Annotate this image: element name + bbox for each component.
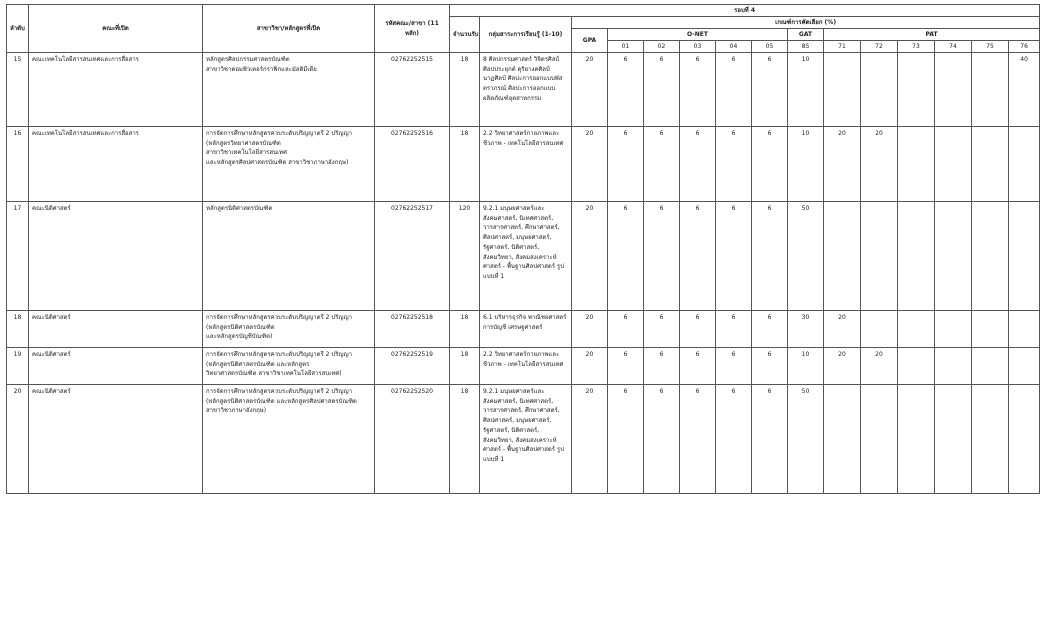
pat-cell [824, 202, 861, 311]
pat-cell [972, 53, 1009, 127]
seq-cell: 20 [7, 385, 29, 494]
faculty-cell: คณะนิติศาสตร์ [29, 202, 203, 311]
table-row [7, 385, 1040, 494]
header-onet-col: 02 [644, 41, 680, 53]
header-quota: จำนวนรับ [450, 17, 480, 53]
program-line: การจัดการศึกษาหลักสูตรควบระดับปริญญาตรี 2 ปริญญา [206, 388, 353, 395]
onet-cell: 6 [680, 385, 716, 494]
header-onet: O-NET [608, 29, 788, 41]
pat-cell [1009, 311, 1040, 348]
seq-cell: 16 [7, 127, 29, 202]
header-round: รอบที่ 4 [450, 5, 1040, 17]
pat-cell [972, 385, 1009, 494]
pat-cell [824, 385, 861, 494]
program-cell [203, 202, 375, 311]
onet-cell: 6 [608, 385, 644, 494]
onet-cell: 6 [752, 53, 788, 127]
code-cell: 02762252518 [375, 311, 450, 348]
pat-cell [898, 348, 935, 385]
onet-cell: 6 [716, 202, 752, 311]
gpa-cell: 20 [572, 311, 608, 348]
gpa-cell: 20 [572, 53, 608, 127]
seq-cell: 19 [7, 348, 29, 385]
header-seq: ลำดับ [7, 5, 29, 53]
program-cell [203, 385, 375, 494]
program-line: สาขาวิชาภาษาอังกฤษ) [206, 407, 267, 415]
seq-cell: 17 [7, 202, 29, 311]
program-line: วิทยาศาสตรบัณฑิต สาขาวิชาเทคโนโลยีสารสนเทศ) [206, 370, 342, 378]
header-pat-col: 71 [824, 41, 861, 53]
pat-cell [898, 53, 935, 127]
pat-cell [935, 127, 972, 202]
program-cell [203, 348, 375, 385]
pat-cell [935, 348, 972, 385]
program-line: (หลักสูตรนิติศาสตรบัณฑิต และหลักสูตรศิลปศาสตรบัณฑิต [206, 397, 357, 405]
onet-cell: 6 [644, 53, 680, 127]
program-line: การจัดการศึกษาหลักสูตรควบระดับปริญญาตรี 2 ปริญญา [206, 314, 353, 321]
onet-cell: 6 [716, 127, 752, 202]
faculty-cell: คณะเทคโนโลยีสารสนเทศและการสื่อสาร [29, 127, 203, 202]
onet-cell: 6 [608, 311, 644, 348]
program-line: สาขาวิชาเทคโนโลยีสารสนเทศ [206, 149, 287, 157]
admission-criteria-table [6, 4, 1040, 494]
code-cell: 02762252515 [375, 53, 450, 127]
program-line: การจัดการศึกษาหลักสูตรควบระดับปริญญาตรี 2 ปริญญา [206, 351, 353, 358]
gpa-cell: 20 [572, 385, 608, 494]
table-row [7, 202, 1040, 311]
header-onet-col: 05 [752, 41, 788, 53]
header-gat: GAT [788, 29, 824, 41]
program-line: (หลักสูตรวิทยาศาสตรบัณฑิต [206, 139, 281, 147]
table-header [7, 5, 1040, 53]
program-line: สาขาวิชาคอมพิวเตอร์กราฟิกและมัลติมีเดีย [206, 65, 317, 73]
pat-cell: 20 [824, 311, 861, 348]
gat-cell: 50 [788, 385, 824, 494]
pat-cell [935, 53, 972, 127]
pat-cell: 40 [1009, 53, 1040, 127]
pat-cell: 20 [861, 348, 898, 385]
onet-cell: 6 [716, 348, 752, 385]
faculty-cell: คณะนิติศาสตร์ [29, 311, 203, 348]
pat-cell: 20 [861, 127, 898, 202]
header-pat-col: 74 [935, 41, 972, 53]
group-cell: 2.2 วิทยาศาสตร์กายภาพและชีวภาพ - เทคโนโลยีสารสนเทศ [480, 127, 572, 202]
pat-cell [898, 202, 935, 311]
onet-cell: 6 [752, 202, 788, 311]
header-gpa: GPA [572, 29, 608, 53]
table-row [7, 348, 1040, 385]
pat-cell: 20 [824, 127, 861, 202]
program-line: หลักสูตรศิลปกรรมศาสตรบัณฑิต [206, 56, 290, 63]
group-cell: 2.2 วิทยาศาสตร์กายภาพและชีวภาพ - เทคโนโลยีสารสนเทศ [480, 348, 572, 385]
code-cell: 02762252520 [375, 385, 450, 494]
program-line: การจัดการศึกษาหลักสูตรควบระดับปริญญาตรี 2 ปริญญา [206, 130, 353, 137]
pat-cell [972, 348, 1009, 385]
pat-cell [1009, 385, 1040, 494]
onet-cell: 6 [644, 348, 680, 385]
table-row [7, 53, 1040, 127]
code-cell: 02762252519 [375, 348, 450, 385]
group-cell: 9.2.1 มนุษยศาสตร์และสังคมศาสตร์, นิเทศศาสตร์, วารสารศาสตร์, ศึกษาศาสตร์, ศิลปศาสตร์, มนุษยศาสตร์, รัฐศาสตร์, นิติศาสตร์, สังคมวิทยา, สังคมสงเคราะห์ศาสตร์ - พื้นฐานศิลปศาสตร์ รูปแบบที่ 1 [480, 202, 572, 311]
pat-cell [898, 385, 935, 494]
header-pat-col: 76 [1009, 41, 1040, 53]
pat-cell [861, 202, 898, 311]
onet-cell: 6 [680, 53, 716, 127]
onet-cell: 6 [644, 311, 680, 348]
pat-cell [935, 385, 972, 494]
group-cell: 8 ศิลปกรรมศาสตร์ วิจิตรศิลป์ ศิลปประยุกต์ ดุริยางคศิลป์ นาฏศิลป์ ศิลปะการออกแบบพัสตราภรณ์ ศิลปะการออกแบบผลิตภัณฑ์อุตสาหกรรม [480, 53, 572, 127]
onet-cell: 6 [680, 348, 716, 385]
faculty-cell: คณะนิติศาสตร์ [29, 348, 203, 385]
admission-table-page [6, 4, 1039, 494]
onet-cell: 6 [716, 53, 752, 127]
onet-cell: 6 [680, 311, 716, 348]
gat-cell: 10 [788, 348, 824, 385]
seq-cell: 15 [7, 53, 29, 127]
pat-cell [1009, 202, 1040, 311]
quota-cell: 18 [450, 348, 480, 385]
gpa-cell: 20 [572, 202, 608, 311]
header-gat-col: 85 [788, 41, 824, 53]
gat-cell: 30 [788, 311, 824, 348]
onet-cell: 6 [608, 202, 644, 311]
onet-cell: 6 [608, 127, 644, 202]
quota-cell: 120 [450, 202, 480, 311]
program-line: และหลักสูตรบัญชีบัณฑิต) [206, 333, 273, 341]
program-line: (หลักสูตรนิติศาสตรบัณฑิต และหลักสูตร [206, 360, 310, 368]
pat-cell [935, 202, 972, 311]
program-cell [203, 53, 375, 127]
pat-cell [824, 53, 861, 127]
pat-cell [972, 127, 1009, 202]
header-pat-col: 73 [898, 41, 935, 53]
onet-cell: 6 [752, 127, 788, 202]
pat-cell [972, 202, 1009, 311]
onet-cell: 6 [644, 127, 680, 202]
gat-cell: 50 [788, 202, 824, 311]
pat-cell [1009, 127, 1040, 202]
onet-cell: 6 [752, 385, 788, 494]
pat-cell [861, 385, 898, 494]
onet-cell: 6 [608, 348, 644, 385]
faculty-cell: คณะนิติศาสตร์ [29, 385, 203, 494]
onet-cell: 6 [608, 53, 644, 127]
onet-cell: 6 [752, 348, 788, 385]
header-code: รหัสคณะ/สาขา (11 หลัก) [375, 5, 450, 53]
program-line: หลักสูตรนิติศาสตรบัณฑิต [206, 205, 273, 212]
header-pat: PAT [824, 29, 1040, 41]
header-onet-col: 01 [608, 41, 644, 53]
gat-cell: 10 [788, 127, 824, 202]
onet-cell: 6 [644, 385, 680, 494]
program-cell [203, 127, 375, 202]
program-cell [203, 311, 375, 348]
header-onet-col: 04 [716, 41, 752, 53]
seq-cell: 18 [7, 311, 29, 348]
pat-cell [935, 311, 972, 348]
onet-cell: 6 [752, 311, 788, 348]
pat-cell [861, 53, 898, 127]
onet-cell: 6 [644, 202, 680, 311]
quota-cell: 18 [450, 127, 480, 202]
header-pat-col: 75 [972, 41, 1009, 53]
header-group: กลุ่มสาระการเรียนรู้ (1-10) [480, 17, 572, 53]
code-cell: 02762252517 [375, 202, 450, 311]
quota-cell: 18 [450, 311, 480, 348]
onet-cell: 6 [680, 127, 716, 202]
group-cell: 6.1 บริหารธุรกิจ พาณิชยศาสตร์ การบัญชี เศรษฐศาสตร์ [480, 311, 572, 348]
gpa-cell: 20 [572, 127, 608, 202]
onet-cell: 6 [716, 385, 752, 494]
header-criteria: เกณฑ์การคัดเลือก (%) [572, 17, 1040, 29]
pat-cell [972, 311, 1009, 348]
onet-cell: 6 [716, 311, 752, 348]
table-row [7, 127, 1040, 202]
program-line: (หลักสูตรนิติศาสตรบัณฑิต [206, 323, 275, 331]
program-line: และหลักสูตรศิลปศาสตรบัณฑิต สาขาวิชาภาษาอังกฤษ) [206, 159, 349, 167]
table-row [7, 311, 1040, 348]
table-body [7, 53, 1040, 494]
header-onet-col: 03 [680, 41, 716, 53]
pat-cell [1009, 348, 1040, 385]
pat-cell [861, 311, 898, 348]
gpa-cell: 20 [572, 348, 608, 385]
gat-cell: 10 [788, 53, 824, 127]
faculty-cell: คณะเทคโนโลยีสารสนเทศและการสื่อสาร [29, 53, 203, 127]
header-pat-col: 72 [861, 41, 898, 53]
pat-cell [898, 311, 935, 348]
header-faculty: คณะที่เปิด [29, 5, 203, 53]
pat-cell [898, 127, 935, 202]
code-cell: 02762252516 [375, 127, 450, 202]
quota-cell: 18 [450, 53, 480, 127]
onet-cell: 6 [680, 202, 716, 311]
header-program: สาขาวิชา/หลักสูตรที่เปิด [203, 5, 375, 53]
quota-cell: 18 [450, 385, 480, 494]
pat-cell: 20 [824, 348, 861, 385]
group-cell: 9.2.1 มนุษยศาสตร์และสังคมศาสตร์, นิเทศศาสตร์, วารสารศาสตร์, ศึกษาศาสตร์, ศิลปศาสตร์, มนุษยศาสตร์, รัฐศาสตร์, นิติศาสตร์, สังคมวิทยา, สังคมสงเคราะห์ศาสตร์ - พื้นฐานศิลปศาสตร์ รูปแบบที่ 1 [480, 385, 572, 494]
